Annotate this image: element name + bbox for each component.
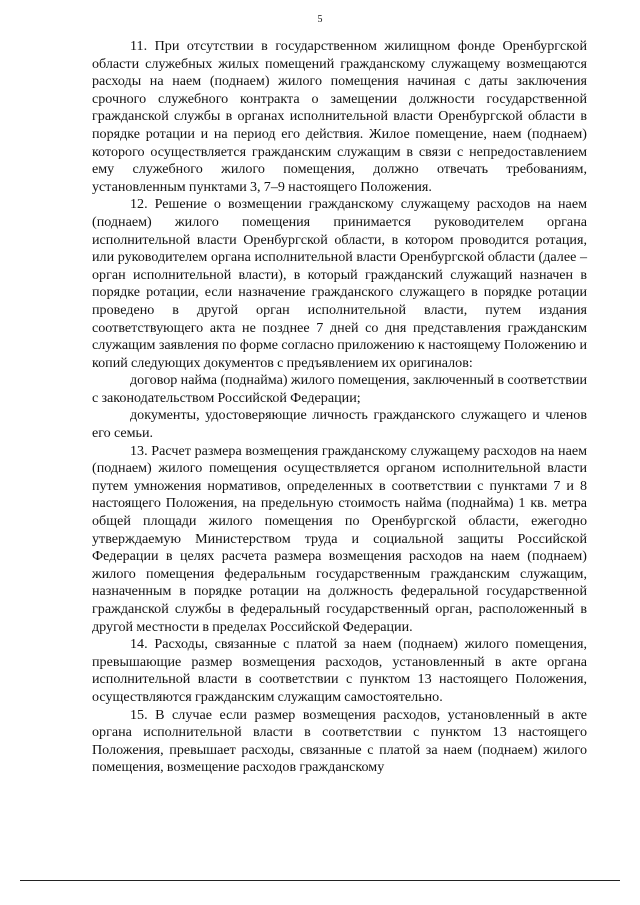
page-number: 5 xyxy=(317,14,323,25)
paragraph-12-item-lease-contract: договор найма (поднайма) жилого помещения, заключенный в соответствии с законодательством Российской Федерации; xyxy=(92,372,587,406)
paragraph-14: 14. Расходы, связанные с платой за наем (поднаем) жилого помещения, превышающие размер возмещения расходов, установленный в акте органа исполнительной власти в соответствии с пунктом 13 настоящего Положения, осуществляются гражданским служащим самостоятельно. xyxy=(92,636,587,705)
paragraph-12-item-identity-documents: документы, удостоверяющие личность гражданского служащего и членов его семьи. xyxy=(92,407,587,442)
paragraph-13: 13. Расчет размера возмещения гражданскому служащему расходов на наем (поднаем) жилого помещения осуществляется органом исполнительной власти путем умножения нормативов, определенных в соответствии с пунктами 7 и 8 настоящего Положения, на предельную стоимость найма (поднайма) 1 кв. метра общей площади жилого помещения по Оренбургской области, ежегодно утверждаемую Министерством труда и социальной защиты Российской Федерации в целях расчета размера возмещения расходов на наем (поднаем) жилого помещения федеральным государственным гражданским служащим, назначенным в порядке ротации на должность федеральной государственной гражданской службы в федеральный государственный орган, расположенный в другой местности в пределах Российской Федерации. xyxy=(92,442,587,635)
document-body xyxy=(92,38,587,777)
page-bottom-rule xyxy=(20,880,620,881)
paragraph-15: 15. В случае если размер возмещения расходов, установленный в акте органа исполнительной власти в соответствии с пунктом 13 настоящего Положения, превышает расходы, связанные с платой за наем (поднаем) жилого помещения, возмещение расходов гражданскому xyxy=(92,706,587,776)
paragraph-12: 12. Решение о возмещении гражданскому служащему расходов на наем (поднаем) жилого помещения принимается руководителем органа исполнительной власти Оренбургской области, в котором проводится ротация, или руководителем органа исполнительной власти Оренбургской области (далее – орган исполнительной власти), в который гражданский служащий назначен в порядке ротации, если назначение гражданского служащего в порядке ротации проведено в другой орган исполнительной власти, путем издания соответствующего акта не позднее 7 дней со дня представления гражданским служащим заявления по форме согласно приложению к настоящему Положению и копий следующих документов с предъявлением их оригиналов: xyxy=(92,196,587,371)
paragraph-11: 11. При отсутствии в государственном жилищном фонде Оренбургской области служебных жилых помещений гражданскому служащему возмещаются расходы на наем (поднаем) жилого помещения начиная с даты заключения срочного служебного контракта о замещении должности государственной гражданской службы в органах исполнительной власти Оренбургской области в порядке ротации и на период его действия. Жилое помещение, наем (поднаем) которого осуществляется гражданским служащим в связи с непредоставлением ему служебного жилого помещения, должно отвечать требованиям, установленным пунктами 3, 7–9 настоящего Положения. xyxy=(92,38,587,195)
